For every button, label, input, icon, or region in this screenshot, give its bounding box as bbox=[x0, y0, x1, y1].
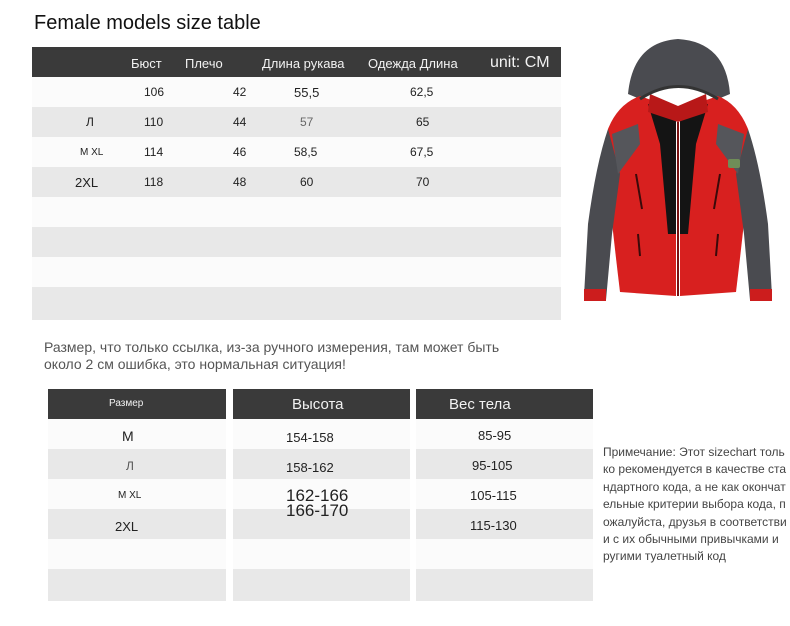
size-cell: 2XL bbox=[115, 519, 139, 534]
table-header bbox=[32, 47, 561, 77]
page-title: Female models size table bbox=[34, 12, 261, 34]
table-row bbox=[32, 227, 561, 257]
data-row-1: 106 42 55,5 62,5 bbox=[144, 85, 434, 100]
measurement-note: Размер, что только ссылка, из-за ручного измерения, там может быть около 2 см ошибка, это нормальная ситуация! bbox=[44, 339, 500, 372]
jacket-image bbox=[578, 34, 778, 309]
weight-cell: 105-115 bbox=[470, 488, 517, 503]
weight-cell: 115-130 bbox=[470, 518, 517, 533]
unit-label: unit: CM bbox=[490, 54, 550, 71]
header-shoulder: Плечо bbox=[185, 56, 223, 71]
sizechart-disclaimer: Примечание: Этот sizechart только рекомендуется в качестве стандартного кода, а не как окончательные критерии выбора кода, пожалуйста, друзья в соответствии с их обычными привычками и ругими туалетный код bbox=[603, 445, 787, 564]
header-size: Размер bbox=[48, 389, 226, 419]
header-weight: Вес тела bbox=[416, 389, 593, 419]
height-cell: 162-166 166-170 bbox=[286, 486, 349, 520]
size-cell: Л bbox=[126, 459, 134, 473]
header-sleeve-length: Длина рукава bbox=[262, 56, 345, 71]
header-garment-length: Одежда Длина bbox=[368, 56, 458, 71]
size-table-2 bbox=[48, 389, 593, 601]
weight-cell: 95-105 bbox=[472, 458, 513, 473]
data-row-2: Л 110 44 57 65 bbox=[86, 115, 430, 129]
table-row bbox=[32, 197, 561, 227]
header-bust: Бюст bbox=[131, 56, 162, 71]
weight-cell: 85-95 bbox=[478, 428, 512, 443]
height-cell: 158-162 bbox=[286, 460, 334, 475]
table-row bbox=[32, 257, 561, 287]
data-row-4: 2XL 118 48 60 70 bbox=[75, 175, 430, 190]
size-table-1 bbox=[32, 47, 561, 320]
size-cell: M XL bbox=[118, 490, 142, 501]
table-row bbox=[32, 287, 561, 320]
header-height: Высота bbox=[233, 389, 410, 419]
data-row-3: M XL 114 46 58,5 67,5 bbox=[80, 145, 434, 159]
size-cell: M bbox=[122, 428, 134, 444]
height-cell: 154-158 bbox=[286, 430, 334, 445]
